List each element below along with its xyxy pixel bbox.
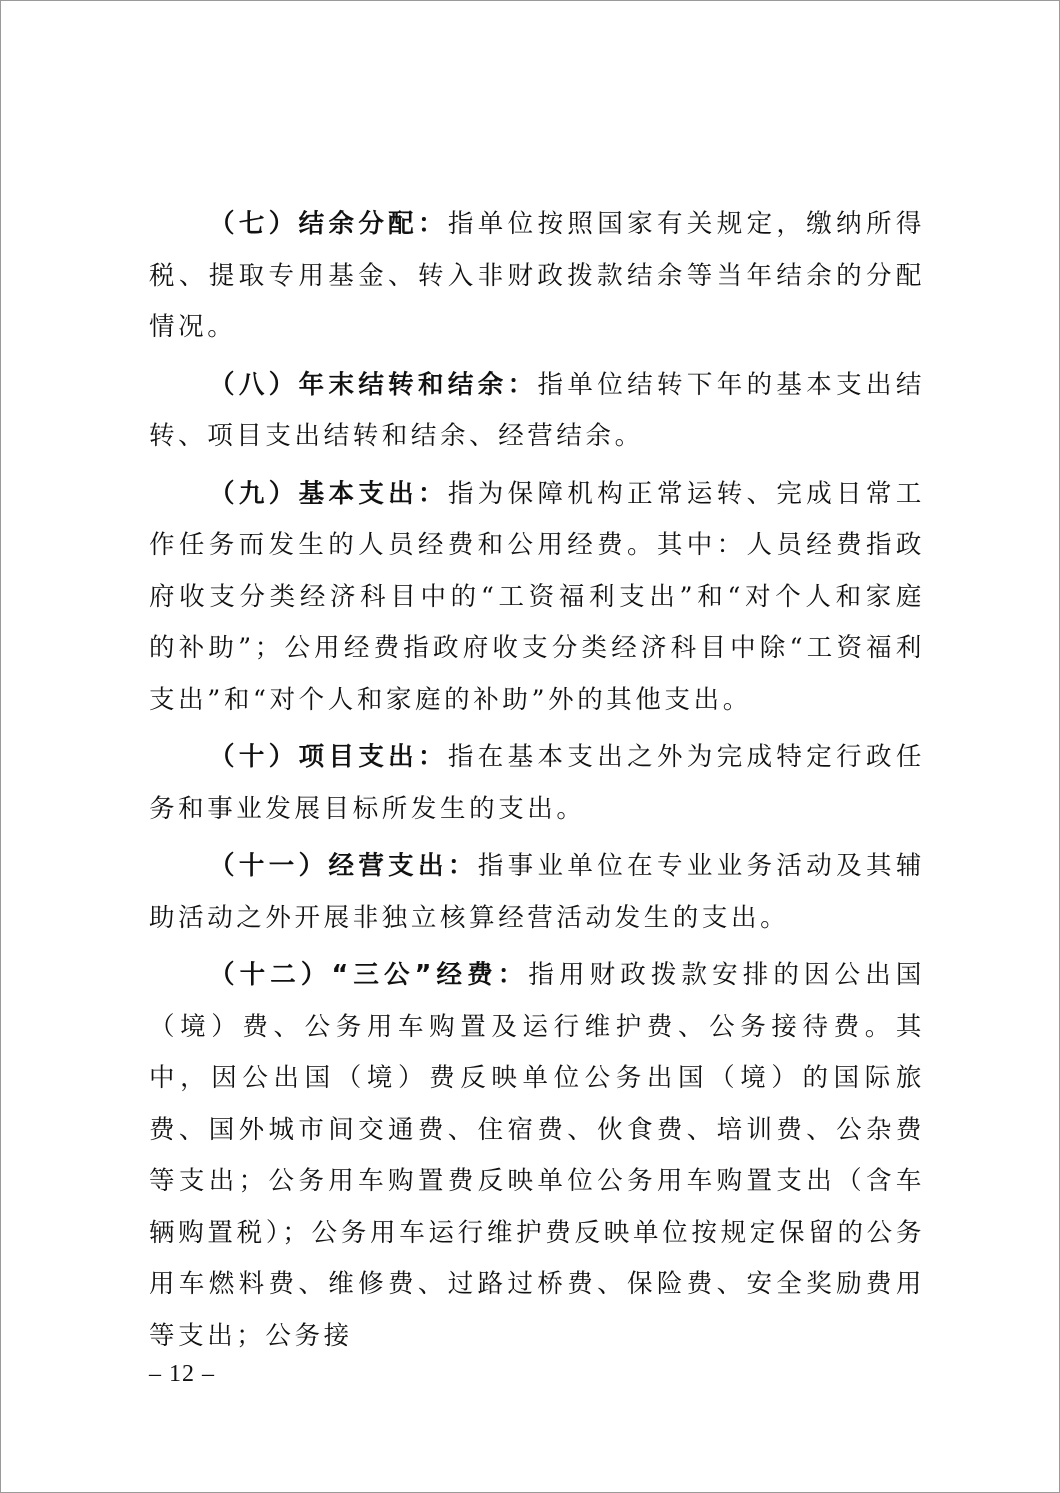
term-7: （七）结余分配： bbox=[209, 209, 448, 239]
term-11: （十一）经营支出： bbox=[209, 851, 478, 881]
paragraph-9 bbox=[149, 469, 925, 727]
definition-11: 指事业单位在专业业务活动及其辅助活动之外开展非独立核算经营活动发生的支出。 bbox=[149, 851, 925, 933]
definition-7: 指单位按照国家有关规定，缴纳所得税、提取专用基金、转入非财政拨款结余等当年结余的分配情况。 bbox=[149, 209, 925, 342]
paragraph-11 bbox=[149, 841, 925, 944]
page-number: – 12 – bbox=[149, 1361, 215, 1387]
term-9: （九）基本支出： bbox=[209, 478, 448, 509]
definition-9: 指为保障机构正常运转、完成日常工作任务而发生的人员经费和公用经费。其中：人员经费指政府收支分类经济科目中的“工资福利支出”和“对个人和家庭的补助”；公用经费指政府收支分类经济科目中除“工资福利支出”和“对个人和家庭的补助”外的其他支出。 bbox=[149, 478, 925, 715]
term-8: （八）年末结转和结余： bbox=[209, 369, 538, 400]
paragraph-7 bbox=[149, 199, 925, 354]
paragraph-10 bbox=[149, 732, 925, 835]
term-10: （十）项目支出： bbox=[209, 742, 448, 772]
body-text bbox=[149, 199, 925, 1368]
definition-10: 指在基本支出之外为完成特定行政任务和事业发展目标所发生的支出。 bbox=[149, 742, 925, 824]
term-12: （十二）“三公”经费： bbox=[209, 960, 529, 990]
paragraph-12 bbox=[149, 950, 925, 1362]
definition-8: 指单位结转下年的基本支出结转、项目支出结转和结余、经营结余。 bbox=[149, 369, 925, 451]
definition-12: 指用财政拨款安排的因公出国（境）费、公务用车购置及运行维护费、公务接待费。其中，因公出国（境）费反映单位公务出国（境）的国际旅费、国外城市间交通费、住宿费、伙食费、培训费、公杂费等支出；公务用车购置费反映单位公务用车购置支出（含车辆购置税）；公务用车运行维护费反映单位按规定保留的公务用车燃料费、维修费、过路过桥费、保险费、安全奖励费用等支出；公务接 bbox=[149, 960, 925, 1351]
paragraph-8 bbox=[149, 360, 925, 463]
